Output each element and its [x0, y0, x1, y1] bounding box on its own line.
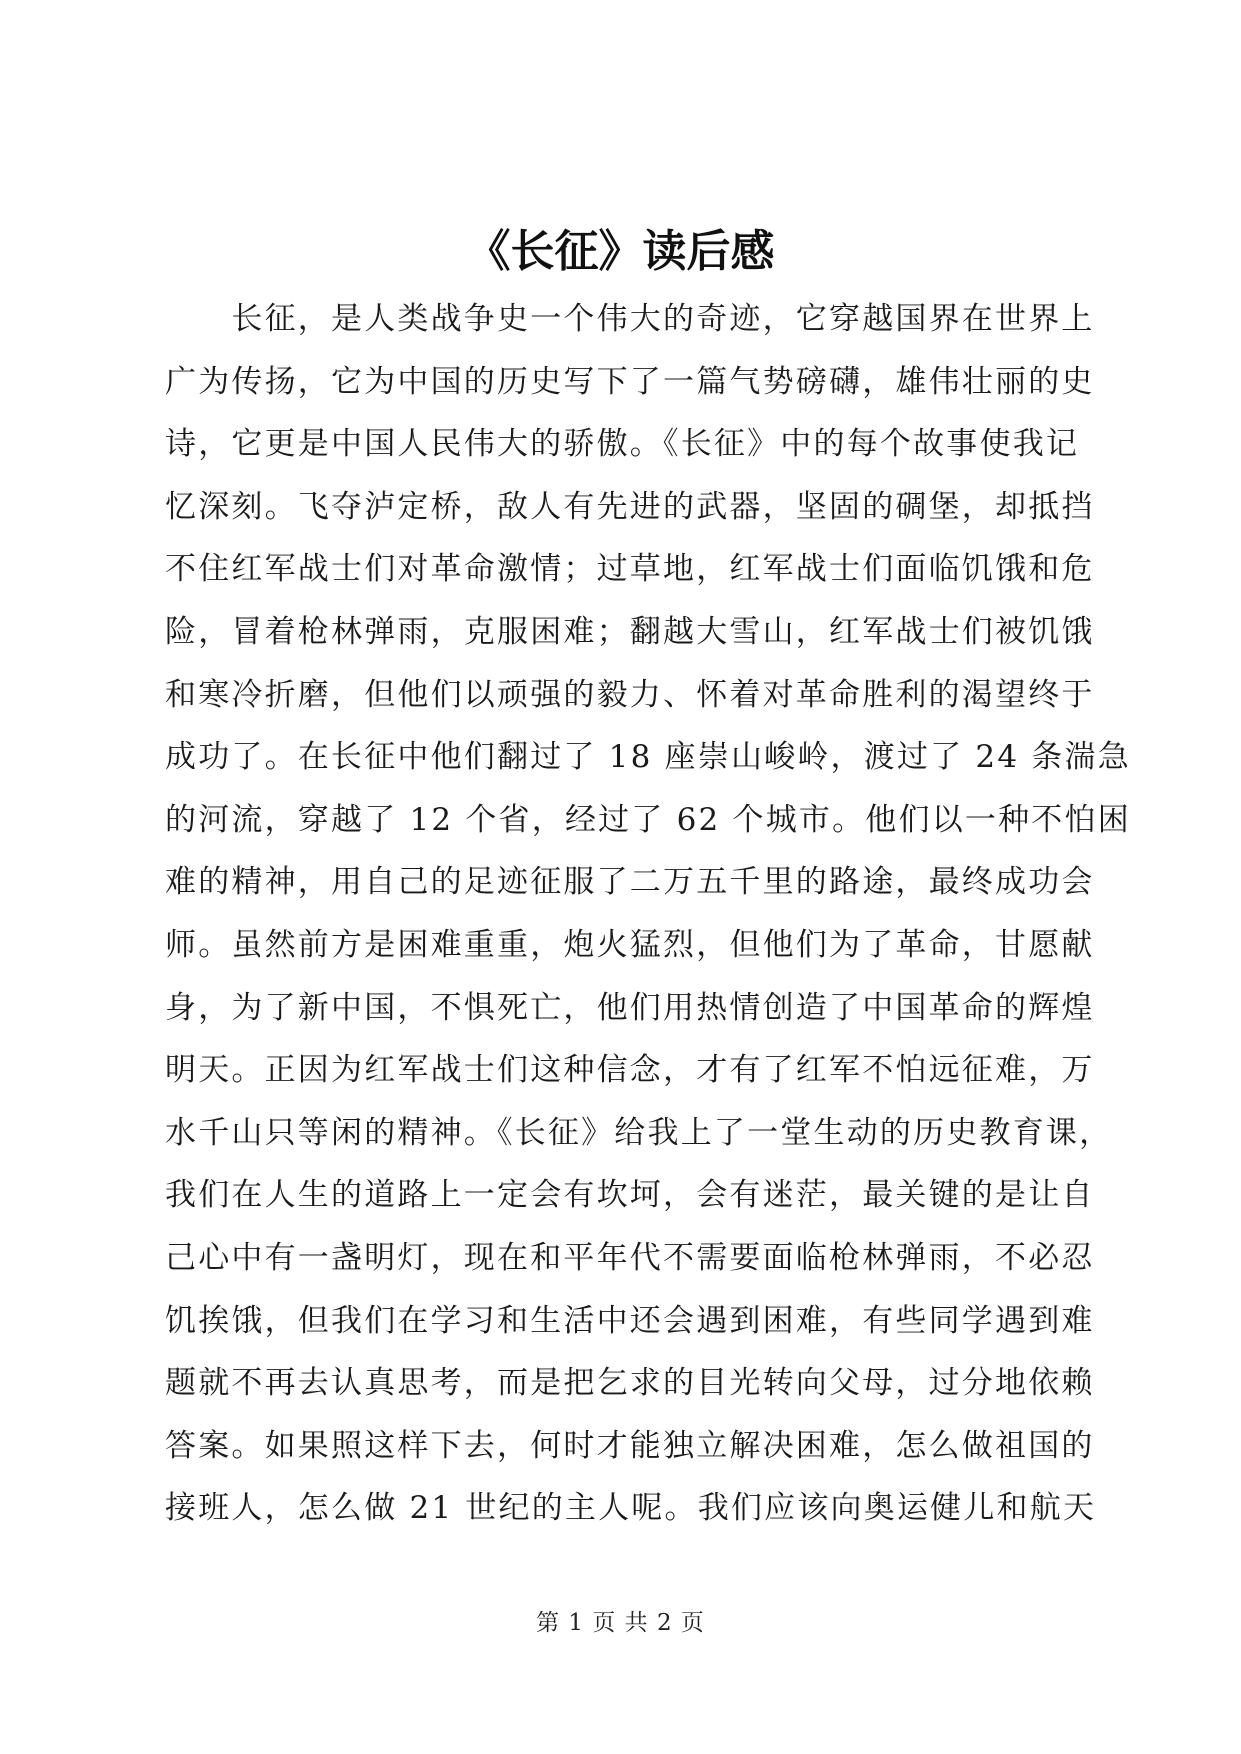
body-line: 接班人，怎么做 21 世纪的主人呢。我们应该向奥运健儿和航天 [165, 1490, 1097, 1527]
document-title: 《长征》读后感 [466, 226, 775, 277]
body-line: 成功了。在长征中他们翻过了 18 座崇山峻岭，渡过了 24 条湍急 [165, 739, 1131, 776]
body-line: 难的精神，用自己的足迹征服了二万五千里的路途，最终成功会 [165, 864, 1095, 901]
body-line: 不住红军战士们对革命激情；过草地，红军战士们面临饥饿和危 [165, 551, 1095, 588]
body-line: 长征，是人类战争史一个伟大的奇迹，它穿越国界在世界上 [165, 301, 1095, 337]
document-body [165, 288, 1131, 1540]
page-footer: 第 1 页 共 2 页 [536, 1610, 705, 1636]
body-line: 我们在人生的道路上一定会有坎坷，会有迷茫，最关键的是让自 [165, 1177, 1095, 1214]
body-line: 和寒冷折磨，但他们以顽强的毅力、怀着对革命胜利的渴望终于 [165, 676, 1095, 713]
body-line: 师。虽然前方是困难重重，炮火猛烈，但他们为了革命，甘愿献 [165, 926, 1095, 963]
body-line: 身，为了新中国，不惧死亡，他们用热情创造了中国革命的辉煌 [165, 989, 1095, 1026]
body-line: 题就不再去认真思考，而是把乞求的目光转向父母，过分地依赖 [165, 1365, 1095, 1402]
body-line: 水千山只等闲的精神。《长征》给我上了一堂生动的历史教育课， [165, 1114, 1113, 1151]
body-line: 明天。正因为红军战士们这种信念，才有了红军不怕远征难，万 [165, 1052, 1095, 1089]
body-line: 忆深刻。飞夺泸定桥，敌人有先进的武器，坚固的碉堡，却抵挡 [165, 488, 1095, 525]
body-line: 饥挨饿，但我们在学习和生活中还会遇到困难，有些同学遇到难 [165, 1302, 1095, 1339]
body-line: 的河流，穿越了 12 个省，经过了 62 个城市。他们以一种不怕困 [165, 801, 1131, 838]
body-line: 险，冒着枪林弹雨，克服困难；翻越大雪山，红军战士们被饥饿 [165, 613, 1095, 650]
body-line: 诗，它更是中国人民伟大的骄傲。《长征》中的每个故事使我记 [165, 426, 1080, 463]
body-line: 答案。如果照这样下去，何时才能独立解决困难，怎么做祖国的 [165, 1427, 1095, 1464]
body-line: 广为传扬，它为中国的历史写下了一篇气势磅礴，雄伟壮丽的史 [165, 363, 1095, 400]
body-line: 己心中有一盏明灯，现在和平年代不需要面临枪林弹雨，不必忍 [165, 1239, 1095, 1276]
